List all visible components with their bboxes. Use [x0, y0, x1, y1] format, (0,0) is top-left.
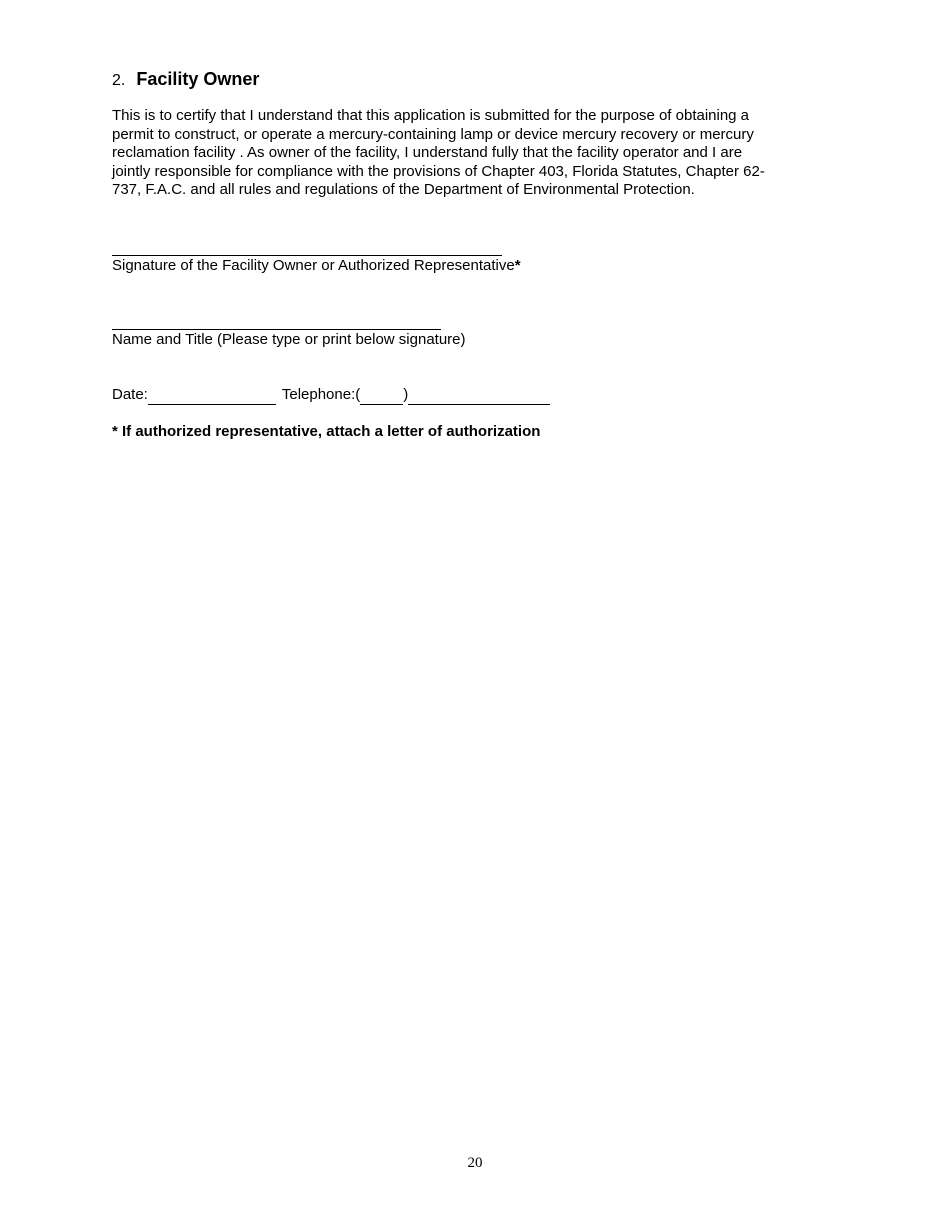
signature-label-text: Signature of the Facility Owner or Authorized Representative — [112, 257, 515, 274]
certification-line: 737, F.A.C. and all rules and regulations of the Department of Environmental Protection. — [112, 181, 695, 198]
date-field[interactable] — [148, 388, 276, 405]
telephone-field[interactable] — [408, 388, 550, 405]
contact-row — [112, 385, 550, 405]
authorization-footnote: * If authorized representative, attach a letter of authorization — [112, 423, 541, 440]
area-code-close: ) — [403, 386, 409, 403]
name-title-line[interactable] — [112, 329, 441, 330]
date-label: Date: — [112, 386, 148, 403]
certification-line: permit to construct, or operate a mercury-containing lamp or device mercury recovery or mercury — [112, 125, 754, 143]
signature-label — [112, 257, 521, 275]
certification-line: jointly responsible for compliance with the provisions of Chapter 403, Florida Statutes, Chapter 62- — [112, 162, 765, 180]
section-heading — [112, 68, 259, 92]
certification-line: reclamation facility . As owner of the facility, I understand fully that the facility operator and I are — [112, 144, 743, 161]
section-title: Facility Owner — [136, 69, 260, 89]
required-mark: * — [514, 257, 521, 274]
name-title-label: Name and Title (Please type or print below signature) — [112, 331, 466, 348]
area-code-field[interactable] — [360, 388, 403, 405]
section-number: 2. — [112, 72, 126, 89]
page-number: 20 — [467, 1155, 483, 1171]
certification-line: This is to certify that I understand that this application is submitted for the purpose of obtaining a — [112, 107, 750, 124]
area-code-open: ( — [355, 386, 361, 403]
telephone-label: Telephone: — [281, 386, 356, 403]
certification-paragraph — [112, 107, 852, 200]
signature-line[interactable] — [112, 255, 502, 256]
